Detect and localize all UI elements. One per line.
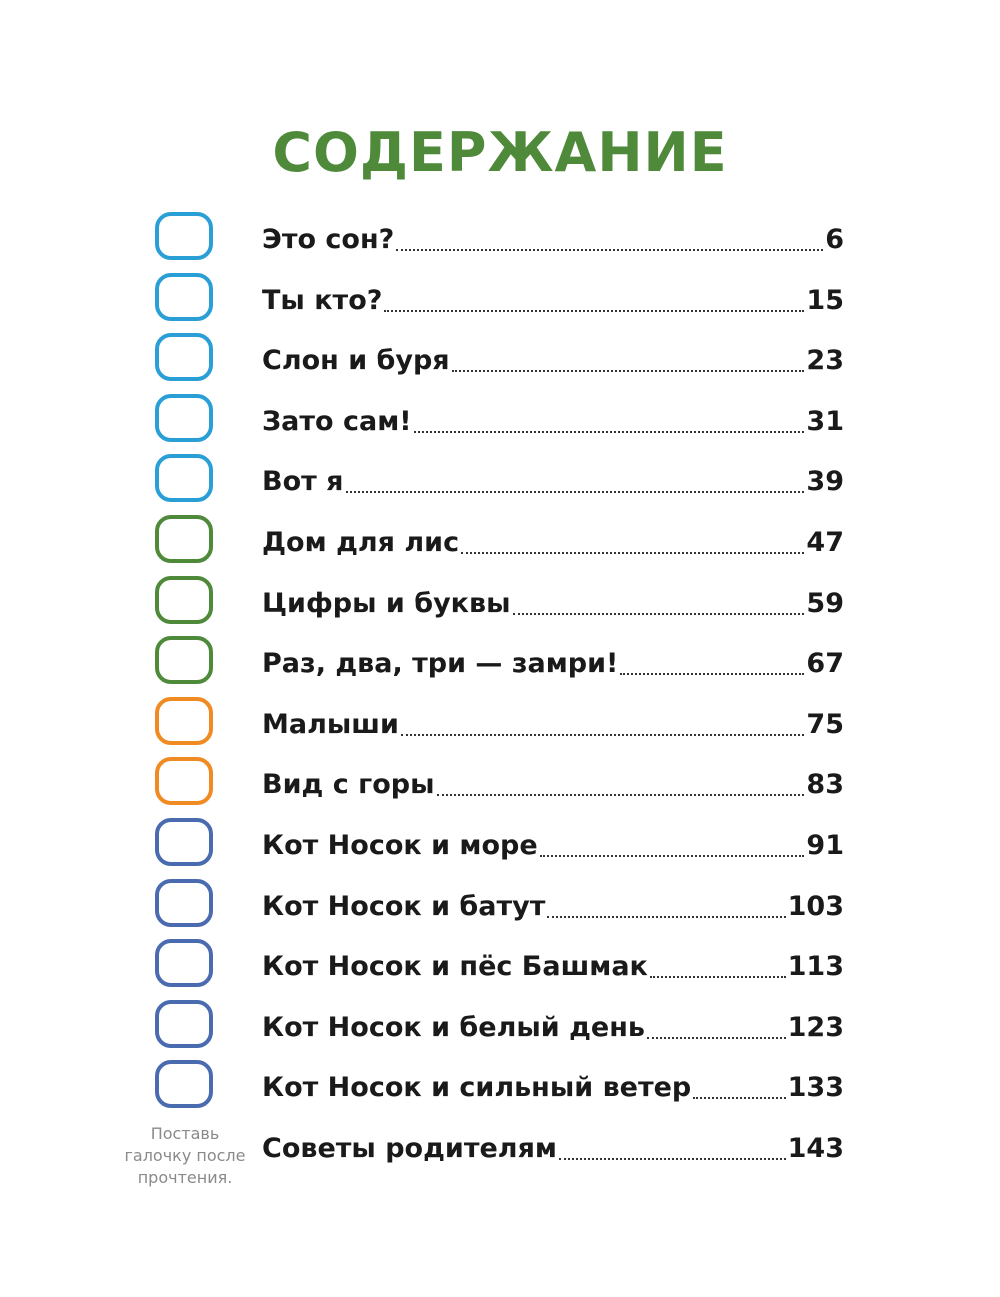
toc-entry[interactable] (262, 755, 844, 815)
toc-row (0, 634, 1000, 694)
toc-entry[interactable] (262, 271, 844, 331)
read-checkbox[interactable] (155, 212, 213, 260)
dot-leader (346, 491, 805, 493)
toc-row (0, 877, 1000, 937)
chapter-page-number: 113 (787, 951, 844, 983)
dot-leader (540, 855, 805, 857)
read-checkbox[interactable] (155, 879, 213, 927)
chapter-page-number: 31 (806, 405, 844, 437)
dot-leader (384, 310, 804, 312)
chapter-page-number: 103 (787, 890, 844, 922)
chapter-title: Это сон? (262, 224, 395, 255)
read-checkbox[interactable] (155, 333, 213, 381)
toc-entry[interactable] (262, 937, 844, 997)
dot-leader (437, 794, 805, 796)
dot-leader (559, 1158, 786, 1160)
chapter-title: Дом для лис (262, 527, 460, 558)
toc-entry[interactable] (262, 513, 844, 573)
chapter-page-number: 75 (806, 708, 844, 740)
read-checkbox[interactable] (155, 939, 213, 987)
chapter-title: Зато сам! (262, 405, 412, 437)
chapter-page-number: 67 (806, 648, 844, 680)
chapter-title: Кот Носок и пёс Башмак (262, 951, 648, 983)
read-checkbox[interactable] (155, 697, 213, 745)
chapter-title: Малыши (262, 708, 399, 740)
dot-leader (620, 673, 804, 675)
toc-row (0, 816, 1000, 876)
chapter-title: Цифры и буквы (262, 587, 511, 619)
toc-row (0, 574, 1000, 634)
toc-entry[interactable] (262, 816, 844, 876)
read-checkbox[interactable] (155, 636, 213, 684)
dot-leader (401, 734, 805, 736)
chapter-title: Слон и буря (262, 345, 450, 377)
chapter-page-number: 143 (787, 1133, 844, 1164)
dot-leader (396, 249, 823, 251)
toc-row (0, 513, 1000, 573)
toc-entry[interactable] (262, 695, 844, 755)
read-checkbox[interactable] (155, 818, 213, 866)
checkbox-hint: Поставь галочку после прочтения. (124, 1124, 246, 1187)
dot-leader (650, 976, 786, 978)
dot-leader (647, 1037, 786, 1039)
chapter-page-number: 39 (806, 466, 844, 498)
read-checkbox[interactable] (155, 1000, 213, 1048)
chapter-page-number: 6 (825, 224, 844, 255)
chapter-title: Вот я (262, 466, 344, 498)
chapter-page-number: 15 (806, 284, 844, 316)
read-checkbox[interactable] (155, 454, 213, 502)
chapter-page-number: 123 (787, 1011, 844, 1043)
toc-row (0, 755, 1000, 815)
toc-row (0, 1058, 1000, 1118)
chapter-page-number: 83 (806, 769, 844, 801)
chapter-title: Кот Носок и батут (262, 890, 546, 922)
read-checkbox[interactable] (155, 273, 213, 321)
dot-leader (452, 370, 805, 372)
read-checkbox[interactable] (155, 394, 213, 442)
chapter-title: Кот Носок и море (262, 830, 538, 861)
toc-row (0, 331, 1000, 391)
dot-leader (513, 613, 805, 615)
toc-row (0, 452, 1000, 512)
toc-entry[interactable] (262, 452, 844, 512)
chapter-title: Кот Носок и сильный ветер (262, 1072, 692, 1104)
toc-row (0, 271, 1000, 331)
chapter-page-number: 59 (806, 587, 844, 619)
read-checkbox[interactable] (155, 1060, 213, 1108)
toc-row (0, 210, 1000, 270)
toc-entry[interactable] (262, 1058, 844, 1118)
toc-entry[interactable] (262, 1119, 844, 1179)
dot-leader (414, 431, 805, 433)
page-title: СОДЕРЖАНИЕ (272, 121, 728, 184)
chapter-title: Советы родителям (262, 1133, 557, 1164)
toc-row (0, 695, 1000, 755)
dot-leader (461, 552, 804, 554)
read-checkbox[interactable] (155, 757, 213, 805)
chapter-page-number: 23 (806, 345, 844, 377)
chapter-page-number: 91 (806, 830, 844, 861)
toc-entry[interactable] (262, 634, 844, 694)
dot-leader (693, 1097, 785, 1099)
toc-entry[interactable] (262, 574, 844, 634)
toc-entry[interactable] (262, 877, 844, 937)
dot-leader (547, 916, 785, 918)
chapter-title: Кот Носок и белый день (262, 1011, 645, 1043)
toc-entry[interactable] (262, 392, 844, 452)
toc-row (0, 392, 1000, 452)
toc-entry[interactable] (262, 331, 844, 391)
read-checkbox[interactable] (155, 576, 213, 624)
chapter-page-number: 133 (787, 1072, 844, 1104)
chapter-title: Ты кто? (262, 284, 383, 316)
toc-row (0, 937, 1000, 997)
toc-row (0, 998, 1000, 1058)
read-checkbox[interactable] (155, 515, 213, 563)
toc-entry[interactable] (262, 998, 844, 1058)
chapter-page-number: 47 (806, 527, 844, 558)
toc-entry[interactable] (262, 210, 844, 270)
chapter-title: Вид с горы (262, 769, 435, 801)
chapter-title: Раз, два, три — замри! (262, 648, 619, 680)
